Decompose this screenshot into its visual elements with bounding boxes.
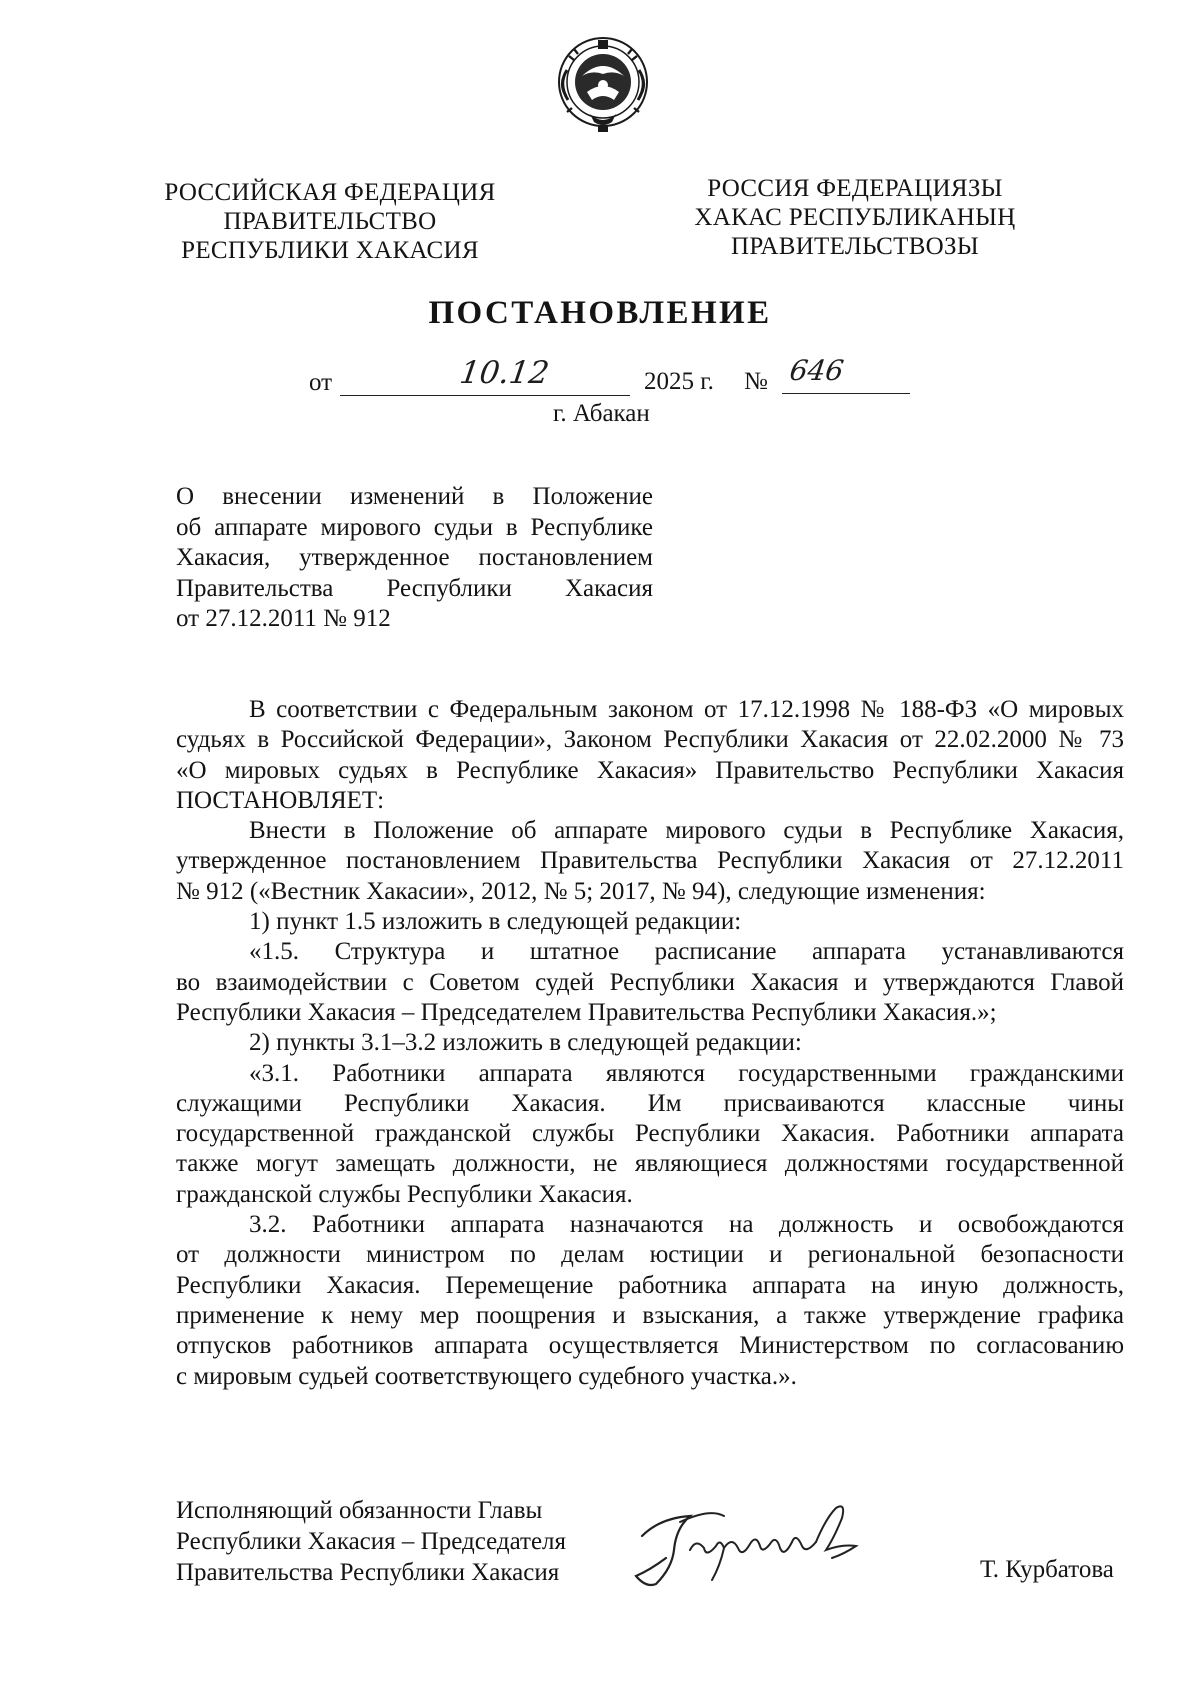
- signatory-name: Т. Курбатова: [980, 1556, 1114, 1583]
- body-line: применение к нему мер поощрения и взыскания, а также утверждение графика: [176, 1301, 1124, 1329]
- header-left-line: ПРАВИТЕЛЬСТВО: [223, 208, 437, 235]
- body-line: 3.2. Работники аппарата назначаются на должность и освобождаются: [249, 1211, 1124, 1239]
- body-line: «О мировых судьях в Республике Хакасия» Правительство Республики Хакасия: [176, 756, 1124, 784]
- subject-line: об аппарате мирового судьи в Республике: [176, 513, 653, 541]
- body-line: утвержденное постановлением Правительства Республики Хакасия от 27.12.2011: [176, 847, 1124, 875]
- header-right-line: РОССИЯ ФЕДЕРАЦИЯЗЫ: [707, 175, 1003, 202]
- year-label: 2025 г.: [644, 368, 714, 395]
- signatory-position: [176, 1495, 566, 1588]
- header-right-khakas: [680, 174, 1030, 261]
- body-line: гражданской службы Республики Хакасия.: [176, 1180, 633, 1208]
- header-left-line: РЕСПУБЛИКИ ХАКАСИЯ: [181, 237, 479, 264]
- body-line: во взаимодействии с Советом судей Республики Хакасия и утверждаются Главой: [176, 968, 1124, 996]
- body-line: служащими Республики Хакасия. Им присваиваются классные чины: [176, 1089, 1124, 1117]
- body-line: В соответствии с Федеральным законом от 17.12.1998 № 188-ФЗ «О мировых: [249, 696, 1124, 723]
- header-left-russian: [150, 178, 510, 265]
- subject-line: от 27.12.2011 № 912: [176, 605, 391, 632]
- body-line: судьях в Российской Федерации», Законом Республики Хакасия от 22.02.2000 № 73: [176, 726, 1124, 754]
- subject-line: Хакасия, утвержденное постановлением: [176, 544, 653, 571]
- city-label: г. Абакан: [553, 400, 650, 427]
- subject-line: О внесении изменений в Положение: [176, 483, 653, 510]
- date-underline: [340, 395, 630, 396]
- signatory-position-line: Исполняющий обязанности Главы: [176, 1497, 543, 1524]
- date-prefix: от: [309, 369, 333, 396]
- document-body: [176, 695, 1124, 1392]
- body-line: отпусков работников аппарата осуществляется Министерством по согласованию: [176, 1332, 1124, 1360]
- body-line: 2) пункты 3.1–3.2 изложить в следующей редакции:: [249, 1029, 802, 1057]
- body-line: «3.1. Работники аппарата являются государственными гражданскими: [249, 1059, 1124, 1087]
- handwritten-date: 10.12: [457, 355, 552, 391]
- header-right-line: ХАКАС РЕСПУБЛИКАНЫҢ: [694, 204, 1016, 231]
- number-sign: №: [744, 368, 768, 395]
- document-title: ПОСТАНОВЛЕНИЕ: [428, 295, 772, 331]
- body-line: государственной гражданской службы Республики Хакасия. Работники аппарата: [176, 1120, 1124, 1148]
- header-left-line: РОССИЙСКАЯ ФЕДЕРАЦИЯ: [164, 179, 496, 206]
- body-line: с мировым судьей соответствующего судебного участка.».: [176, 1362, 797, 1390]
- handwritten-signature-icon: [620, 1488, 890, 1598]
- body-line: от должности министром по делам юстиции и региональной безопасности: [176, 1241, 1124, 1269]
- document-subject: [176, 482, 653, 635]
- body-line: ПОСТАНОВЛЯЕТ:: [176, 786, 385, 814]
- body-line: также могут замещать должности, не являющиеся должностями государственной: [176, 1150, 1124, 1178]
- body-line: Республики Хакасия. Перемещение работника аппарата на иную должность,: [176, 1271, 1124, 1299]
- subject-line: Правительства Республики Хакасия: [176, 574, 653, 602]
- body-line: Республики Хакасия – Председателем Правительства Республики Хакасия.»;: [176, 998, 997, 1026]
- signatory-position-line: Правительства Республики Хакасия: [176, 1559, 560, 1586]
- body-line: Внести в Положение об аппарате мирового судьи в Республике Хакасия,: [249, 817, 1124, 845]
- body-line: № 912 («Вестник Хакасии», 2012, № 5; 2017, № 94), следующие изменения:: [176, 877, 986, 905]
- number-underline: [782, 393, 910, 394]
- coat-of-arms-emblem-icon: [552, 30, 654, 138]
- body-line: 1) пункт 1.5 изложить в следующей редакции:: [249, 908, 742, 936]
- header-right-line: ПРАВИТЕЛЬСТВОЗЫ: [731, 233, 979, 260]
- signatory-position-line: Республики Хакасия – Председателя: [176, 1528, 567, 1555]
- handwritten-number: 646: [787, 354, 846, 387]
- body-line: «1.5. Структура и штатное расписание аппарата устанавливаются: [249, 938, 1124, 966]
